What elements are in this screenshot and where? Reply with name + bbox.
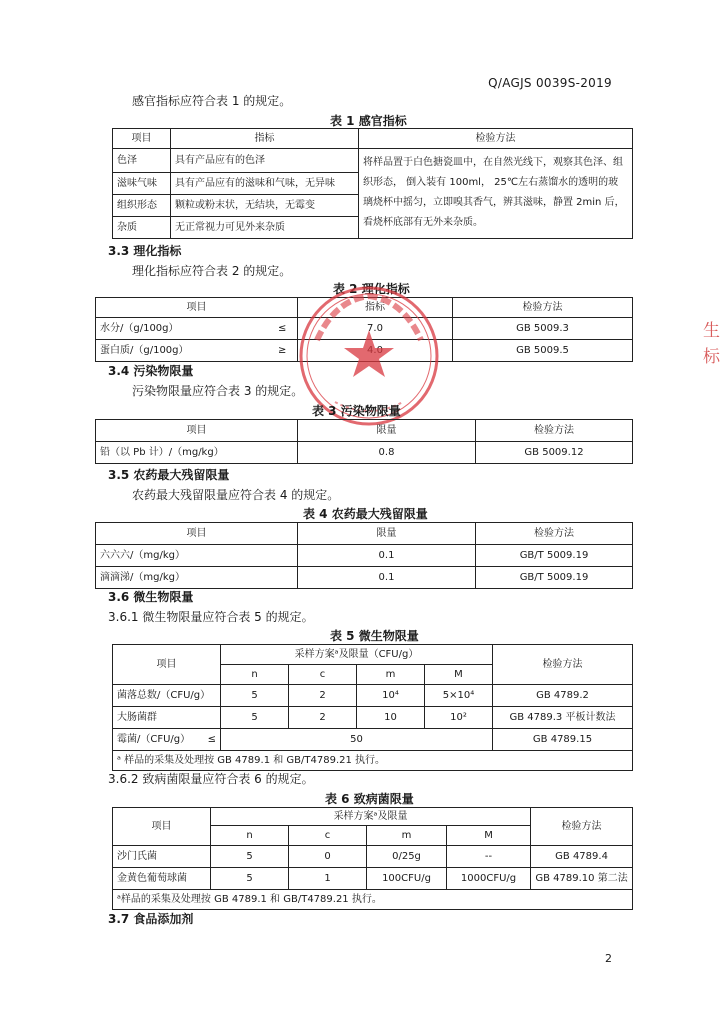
table6-head-item: 项目 [113, 808, 211, 846]
table4-head-limit: 限量 [298, 523, 476, 545]
section-3-5-title: 3.5 农药最大残留限量 [108, 468, 230, 482]
table2-head-method: 检验方法 [453, 298, 633, 318]
table2-caption: 表 2 理化指标 [333, 282, 410, 296]
table4-method: GB/T 5009.19 [476, 545, 633, 567]
table5-item: 菌落总数/（CFU/g） [113, 685, 221, 707]
table5-head-method: 检验方法 [493, 645, 633, 685]
table-row [113, 707, 633, 729]
sensory-intro: 感官指标应符合表 1 的规定。 [132, 94, 292, 108]
table6-head-method: 检验方法 [531, 808, 633, 846]
table6-footnote: ᵃ样品的采集及处理按 GB 4789.1 和 GB/T4789.21 执行。 [113, 890, 633, 910]
table3-head-limit: 限量 [298, 420, 476, 442]
table5-n: 5 [221, 685, 289, 707]
table1-cell: 无正常视力可见外来杂质 [171, 217, 359, 239]
table1-head-item: 项目 [113, 129, 171, 149]
table6-method: GB 4789.10 第二法 [531, 868, 633, 890]
table2-method: GB 5009.3 [453, 318, 633, 340]
table1-cell: 颗粒或粉末状，无结块，无霉变 [171, 195, 359, 217]
table5-head-plan: 采样方案ᵃ及限量（CFU/g） [221, 645, 493, 665]
table6-m: 100CFU/g [367, 868, 447, 890]
table5-M: 10² [425, 707, 493, 729]
table2-head-spec: 指标 [298, 298, 453, 318]
table5-M: 5×10⁴ [425, 685, 493, 707]
table4 [95, 522, 633, 589]
table3-head-method: 检验方法 [476, 420, 633, 442]
table5-head-n: n [221, 665, 289, 685]
table5-mold-item [113, 729, 221, 751]
table-row [113, 868, 633, 890]
table6-head-plan: 采样方案ᵃ及限量 [211, 808, 531, 826]
table5-mold-label: 霉菌/（CFU/g） [117, 734, 191, 745]
table3 [95, 419, 633, 464]
table4-caption: 表 4 农药最大残留限量 [303, 507, 428, 521]
table4-head-method: 检验方法 [476, 523, 633, 545]
table4-limit: 0.1 [298, 567, 476, 589]
table1-cell: 杂质 [113, 217, 171, 239]
table3-head-item: 项目 [96, 420, 298, 442]
table6-head-m: m [367, 826, 447, 846]
table5-c: 2 [289, 707, 357, 729]
table4-method: GB/T 5009.19 [476, 567, 633, 589]
table5-c: 2 [289, 685, 357, 707]
section-3-3-title: 3.3 理化指标 [108, 244, 182, 258]
table3-caption: 表 3 污染物限量 [312, 404, 401, 418]
table1-cell: 组织形态 [113, 195, 171, 217]
table6-item: 沙门氏菌 [113, 846, 211, 868]
table5-m: 10⁴ [357, 685, 425, 707]
table5-head-c: c [289, 665, 357, 685]
table2-method: GB 5009.5 [453, 340, 633, 362]
table6-item: 金黄色葡萄球菌 [113, 868, 211, 890]
table5-method: GB 4789.3 平板计数法 [493, 707, 633, 729]
section-3-6-1-text: 3.6.1 微生物限量应符合表 5 的规定。 [108, 610, 314, 624]
table2-item: 水分/（g/100g） [96, 318, 268, 340]
table3-method: GB 5009.12 [476, 442, 633, 464]
table5 [112, 644, 633, 771]
side-stamp-char: 标 [703, 347, 720, 367]
table1-head-spec: 指标 [171, 129, 359, 149]
table6 [112, 807, 633, 910]
table5-head-item: 项目 [113, 645, 221, 685]
table-row [113, 729, 633, 751]
table2-symbol: ≥ [268, 340, 298, 362]
table6-m: 0/25g [367, 846, 447, 868]
table2-symbol: ≤ [268, 318, 298, 340]
table3-limit: 0.8 [298, 442, 476, 464]
table5-caption: 表 5 微生物限量 [330, 629, 419, 643]
table6-c: 0 [289, 846, 367, 868]
table5-item: 大肠菌群 [113, 707, 221, 729]
table4-item: 六六六/（mg/kg） [96, 545, 298, 567]
table6-head-n: n [211, 826, 289, 846]
table1 [112, 128, 633, 239]
table6-method: GB 4789.4 [531, 846, 633, 868]
table1-cell: 滋味气味 [113, 173, 171, 195]
table5-n: 5 [221, 707, 289, 729]
page-number: 2 [605, 952, 612, 965]
table3-item: 铅（以 Pb 计）/（mg/kg） [96, 442, 298, 464]
table6-M: 1000CFU/g [447, 868, 531, 890]
section-3-7-title: 3.7 食品添加剂 [108, 912, 194, 926]
section-3-4-title: 3.4 污染物限量 [108, 364, 194, 378]
table5-footnote: ᵃ 样品的采集及处理按 GB 4789.1 和 GB/T4789.21 执行。 [113, 751, 633, 771]
table1-head-method: 检验方法 [359, 129, 633, 149]
table6-n: 5 [211, 868, 289, 890]
table-row [96, 545, 633, 567]
table6-caption: 表 6 致病菌限量 [325, 792, 414, 806]
table5-method: GB 4789.2 [493, 685, 633, 707]
section-3-6-2-text: 3.6.2 致病菌限量应符合表 6 的规定。 [108, 772, 314, 786]
table2-item: 蛋白质/（g/100g） [96, 340, 268, 362]
table6-head-c: c [289, 826, 367, 846]
table-row [113, 149, 633, 173]
table6-n: 5 [211, 846, 289, 868]
section-3-5-text: 农药最大残留限量应符合表 4 的规定。 [132, 488, 340, 502]
table2-value: 7.0 [298, 318, 453, 340]
side-stamp [686, 318, 724, 402]
section-3-3-text: 理化指标应符合表 2 的规定。 [132, 264, 292, 278]
table5-mold-method: GB 4789.15 [493, 729, 633, 751]
table1-method-text: 将样品置于白色搪瓷皿中，在自然光线下，观察其色泽、组织形态， 倒入装有 100ml， 25℃左右蒸馏水的透明的玻璃烧杯中摇匀，立即嗅其香气，辨其滋味，静置 2min 后，看烧杯底部有无外来杂质。 [359, 149, 633, 239]
table1-cell: 具有产品应有的滋味和气味，无异味 [171, 173, 359, 195]
table-row [96, 567, 633, 589]
table-row [113, 685, 633, 707]
table5-head-m: m [357, 665, 425, 685]
table-row [113, 846, 633, 868]
table6-M: -- [447, 846, 531, 868]
table1-cell: 色泽 [113, 149, 171, 173]
side-stamp-char: 生 [703, 321, 720, 341]
table4-limit: 0.1 [298, 545, 476, 567]
table5-mold-symbol: ≤ [207, 734, 216, 745]
table-row [96, 442, 633, 464]
document-code: Q/AGJS 0039S-2019 [488, 76, 612, 90]
section-3-4-text: 污染物限量应符合表 3 的规定。 [132, 384, 304, 398]
table5-head-M: M [425, 665, 493, 685]
table4-head-item: 项目 [96, 523, 298, 545]
section-3-6-title: 3.6 微生物限量 [108, 590, 194, 604]
table5-m: 10 [357, 707, 425, 729]
table5-mold-value: 50 [221, 729, 493, 751]
table6-head-M: M [447, 826, 531, 846]
table1-cell: 具有产品应有的色泽 [171, 149, 359, 173]
table6-c: 1 [289, 868, 367, 890]
table2-head-item: 项目 [96, 298, 298, 318]
table1-caption: 表 1 感官指标 [330, 114, 407, 128]
table4-item: 滴滴涕/（mg/kg） [96, 567, 298, 589]
